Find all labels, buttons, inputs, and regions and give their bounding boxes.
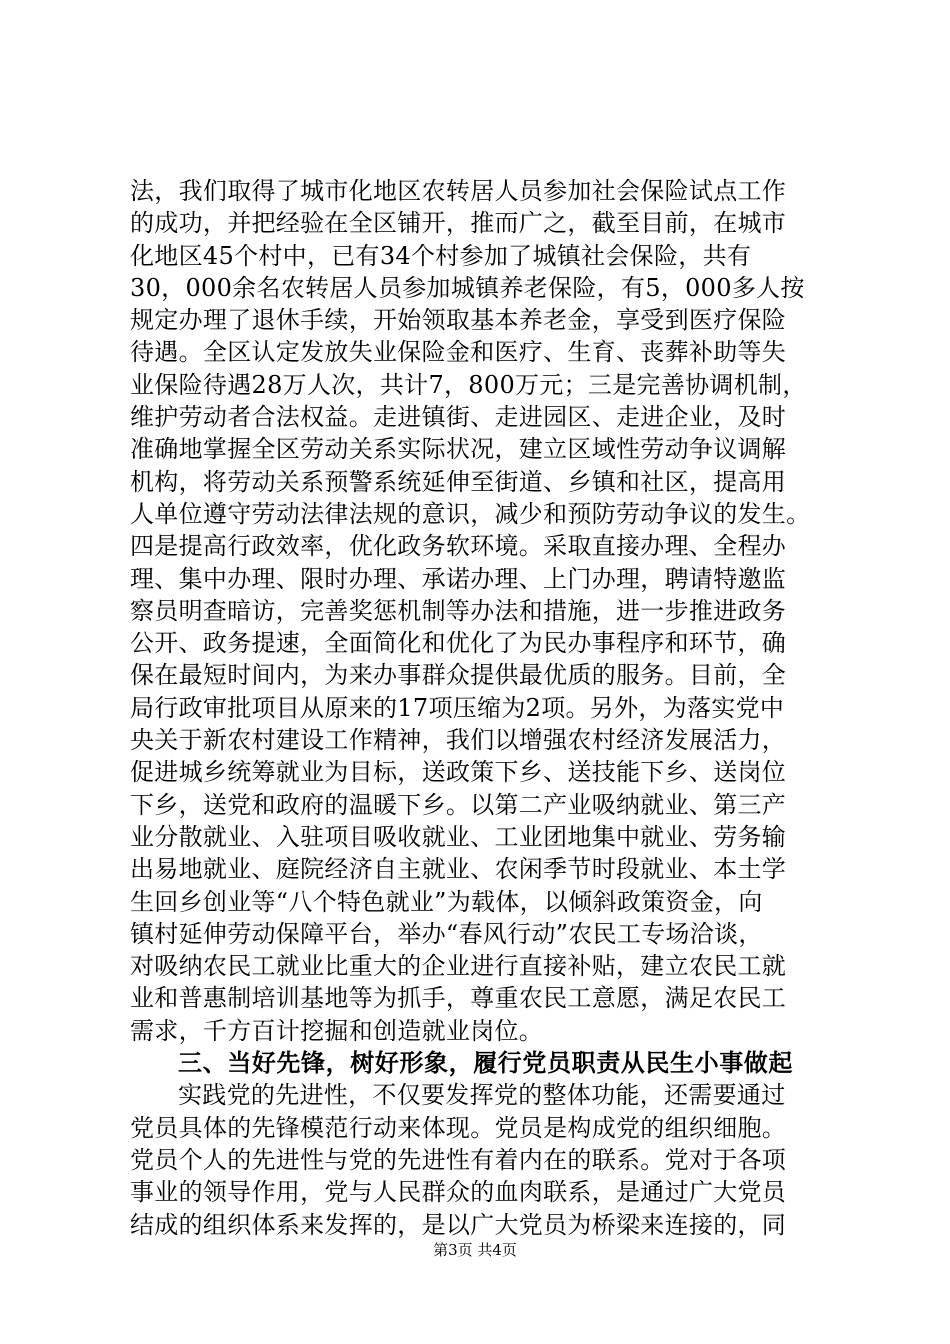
paragraph-line: 保在最短时间内，为来办事群众提供最优质的服务。目前，全 <box>130 661 787 690</box>
paragraph-line: 察员明查暗访，完善奖惩机制等办法和措施，进一步推进政务 <box>130 596 787 625</box>
paragraph-line: 的成功，并把经验在全区铺开，推而广之，截至目前，在城市 <box>130 209 787 238</box>
paragraph-line: 维护劳动者合法权益。走进镇街、走进园区、走进企业，及时 <box>130 403 787 432</box>
paragraph-line: 事业的领导作用，党与人民群众的血肉联系，是通过广大党员 <box>130 1178 787 1207</box>
body-text <box>130 175 830 1241</box>
paragraph-line: 理、集中办理、限时办理、承诺办理、上门办理，聘请特邀监 <box>130 564 787 593</box>
paragraph-line: 下乡，送党和政府的温暖下乡。以第二产业吸纳就业、第三产 <box>130 790 787 819</box>
paragraph-line: 公开、政务提速，全面简化和优化了为民办事程序和环节，确 <box>130 629 787 658</box>
paragraph-line: 准确地掌握全区劳动关系实际状况，建立区域性劳动争议调解 <box>130 435 787 464</box>
paragraph-line: 业保险待遇28万人次，共计7，800万元；三是完善协调机制， <box>130 370 807 399</box>
paragraph-line: 结成的组织体系来发挥的，是以广大党员为桥梁来连接的，同 <box>130 1210 787 1239</box>
page-number-footer: 第3页 共4页 <box>433 1241 517 1259</box>
paragraph-line: 四是提高行政效率，优化政务软环境。采取直接办理、全程办 <box>130 532 787 561</box>
paragraph-line: 实践党的先进性，不仅要发挥党的整体功能，还需要通过 <box>178 1081 786 1110</box>
paragraph-line: 人单位遵守劳动法律法规的意识，减少和预防劳动争议的发生。 <box>130 499 811 528</box>
paragraph-line: 业分散就业、入驻项目吸收就业、工业团地集中就业、劳务输 <box>130 822 787 851</box>
paragraph-line: 镇村延伸劳动保障平台，举办“春风行动”农民工专场洽谈， <box>130 919 763 948</box>
paragraph-line: 法，我们取得了城市化地区农转居人员参加社会保险试点工作 <box>130 177 787 205</box>
paragraph-line: 机构，将劳动关系预警系统延伸至街道、乡镇和社区，提高用 <box>130 467 787 496</box>
paragraph-line: 需求，千方百计挖掘和创造就业岗位。 <box>130 1016 544 1045</box>
paragraph-line: 党员具体的先锋模范行动来体现。党员是构成党的组织细胞。 <box>130 1113 787 1142</box>
paragraph-line: 业和普惠制培训基地等为抓手，尊重农民工意愿，满足农民工 <box>130 984 787 1013</box>
paragraph-line: 出易地就业、庭院经济自主就业、农闲季节时段就业、本土学 <box>130 855 787 884</box>
paragraph-line: 促进城乡统筹就业为目标，送政策下乡、送技能下乡、送岗位 <box>130 758 787 787</box>
paragraph-line: 央关于新农村建设工作精神，我们以增强农村经济发展活力， <box>130 726 787 755</box>
paragraph-line: 局行政审批项目从原来的17项压缩为2项。另外，为落实党中 <box>130 693 785 722</box>
paragraph-line: 30，000余名农转居人员参加城镇养老保险，有5，000多人按 <box>130 273 805 302</box>
paragraph-line: 生回乡创业等“八个特色就业”为载体，以倾斜政策资金，向 <box>130 887 763 916</box>
paragraph-line: 待遇。全区认定发放失业保险金和医疗、生育、丧葬补助等失 <box>130 338 787 367</box>
paragraph-line: 化地区45个村中，已有34个村参加了城镇社会保险，共有 <box>130 241 752 270</box>
paragraph-line: 对吸纳农民工就业比重大的企业进行直接补贴，建立农民工就 <box>130 952 787 981</box>
paragraph-line: 党员个人的先进性与党的先进性有着内在的联系。党对于各项 <box>130 1145 787 1174</box>
paragraph-line: 规定办理了退休手续，开始领取基本养老金，享受到医疗保险 <box>130 306 787 335</box>
section-heading: 三、当好先锋，树好形象，履行党员职责从民生小事做起 <box>178 1048 793 1078</box>
